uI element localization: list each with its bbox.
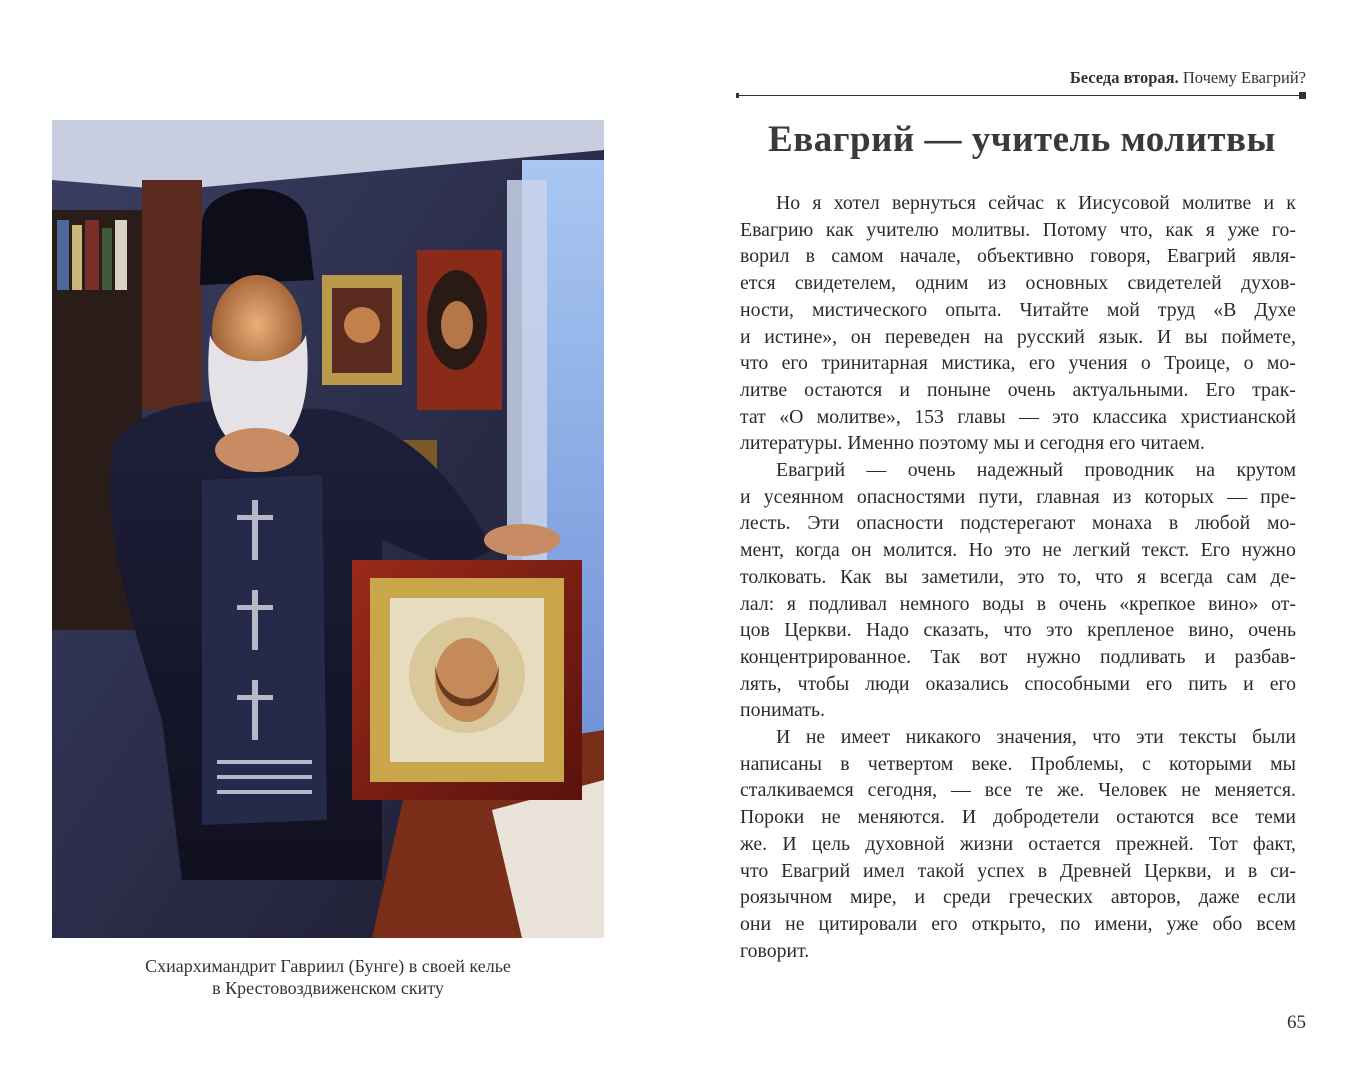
text-line: что Евагрий имел такой успех в Древней Церкви, и в си- bbox=[740, 859, 1296, 882]
text-line: сталкиваемся сегодня, — все те же. Человек не меняется. bbox=[740, 779, 1296, 802]
text-line: литературы. Именно поэтому мы и сегодня его читаем. bbox=[740, 432, 1205, 455]
page-number: 65 bbox=[1287, 1012, 1306, 1033]
body-text bbox=[740, 190, 1296, 964]
text-line: Пороки не меняются. И добродетели остаются все теми bbox=[740, 806, 1296, 829]
running-head-section: Беседа вторая. bbox=[1069, 68, 1179, 87]
text-line: лесть. Эти опасности подстерегают монаха в любой мо- bbox=[740, 512, 1296, 535]
running-head-title: Почему Евагрий? bbox=[1178, 68, 1306, 87]
text-line: роязычном мире, и среди греческих авторов, даже если bbox=[740, 886, 1296, 909]
text-line: лал: я подливал немного воды в очень «крепкое вино» от- bbox=[740, 592, 1296, 615]
text-line: цов Церкви. Надо сказать, что это крепленое вино, очень bbox=[740, 619, 1296, 642]
text-line: концентрированное. Так вот нужно подливать и разбав- bbox=[740, 645, 1296, 668]
header-rule-end-mark bbox=[1299, 92, 1306, 99]
text-line: понимать. bbox=[740, 699, 825, 722]
text-line: толковать. Как вы заметили, это то, что я всегда сам де- bbox=[740, 565, 1296, 588]
photo-monk-with-icon bbox=[52, 120, 604, 938]
header-rule bbox=[738, 95, 1306, 96]
chapter-title: Евагрий — учитель молитвы bbox=[768, 119, 1276, 160]
text-line: лять, чтобы люди оказались способными его пить и его bbox=[740, 672, 1296, 695]
running-head bbox=[738, 68, 1306, 88]
text-line: и усеянном опасностями пути, главная из которых — пре- bbox=[740, 485, 1296, 508]
text-line: ворил в самом начале, объективно говоря, Евагрий явля- bbox=[740, 245, 1296, 268]
photo-illustration bbox=[52, 120, 604, 938]
text-line: тат «О молитве», 153 главы — это классика христианской bbox=[740, 405, 1296, 428]
text-line: Евагрию как учителю молитвы. Потому что, как я уже го- bbox=[740, 218, 1296, 241]
text-line: литве остаются и поныне очень актуальными. Его трак- bbox=[740, 378, 1296, 401]
text-line: же. И цель духовной жизни остается прежней. Тот факт, bbox=[740, 832, 1296, 855]
caption-line: Схиархимандрит Гавриил (Бунге) в своей келье bbox=[145, 956, 511, 976]
text-line: И не имеет никакого значения, что эти тексты были bbox=[776, 726, 1296, 749]
text-line: Евагрий — очень надежный проводник на крутом bbox=[776, 459, 1296, 482]
text-line: они не цитировали его открыто, по имени, уже обо всем bbox=[740, 912, 1296, 935]
text-line: Но я хотел вернуться сейчас к Иисусовой молитве и к bbox=[776, 192, 1296, 214]
photo-caption bbox=[52, 955, 604, 999]
text-line: что его тринитарная мистика, его учения о Троице, о мо- bbox=[740, 352, 1296, 375]
text-line: написаны в четвертом веке. Проблемы, с которыми мы bbox=[740, 752, 1296, 775]
text-line: мент, когда он молится. Но это не легкий текст. Его нужно bbox=[740, 539, 1296, 562]
caption-line: в Крестовоздвиженском скиту bbox=[212, 978, 444, 998]
text-line: и истине», он переведен на русский язык. И вы поймете, bbox=[740, 325, 1296, 348]
text-line: ности, мистического опыта. Читайте мой труд «В Духе bbox=[740, 298, 1296, 321]
text-line: говорит. bbox=[740, 939, 810, 962]
header-rule-start-mark bbox=[736, 93, 739, 98]
text-line: ется свидетелем, одним из основных свидетелей духов- bbox=[740, 272, 1296, 295]
